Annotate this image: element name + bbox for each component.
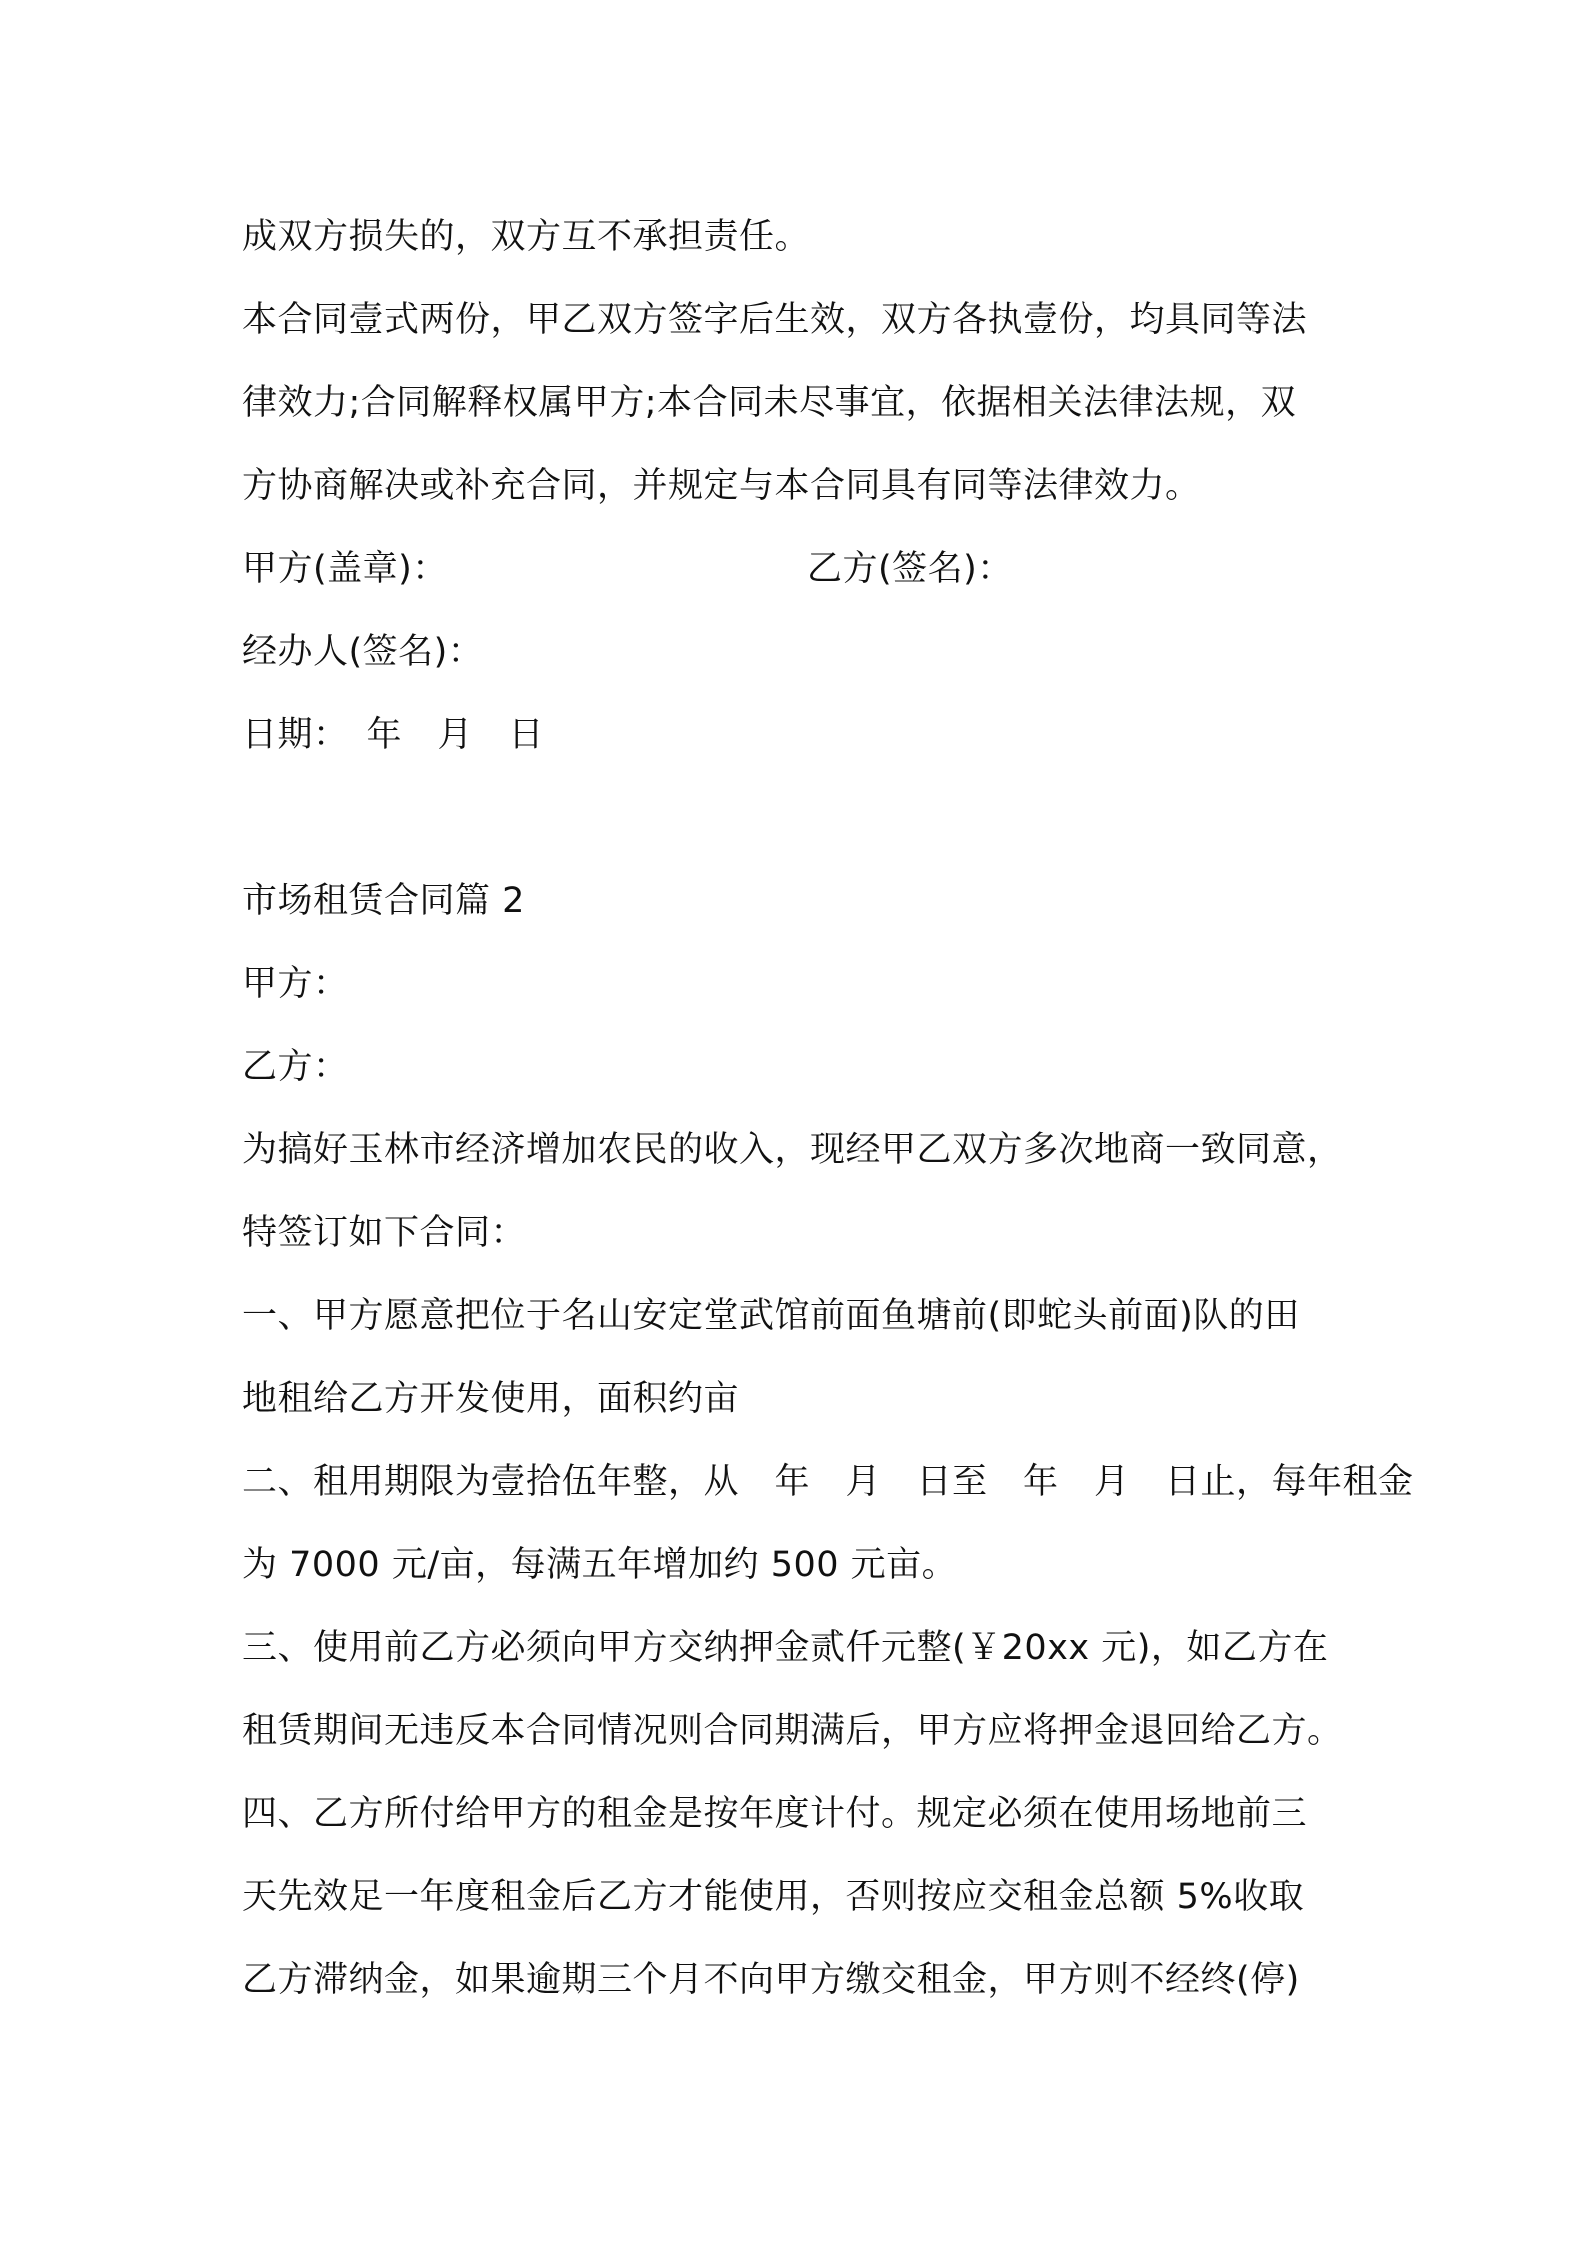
- party-b-label: 乙方：: [242, 1047, 349, 1087]
- section-title: 市场租赁合同篇 2: [242, 881, 525, 921]
- signature-row: [242, 528, 1392, 611]
- paragraph-line: 为搞好玉林市经济增加农民的收入，现经甲乙双方多次地商一致同意，: [242, 1130, 1343, 1170]
- section-gap: [242, 777, 1392, 860]
- paragraph-line: 四、乙方所付给甲方的租金是按年度计付。规定必须在使用场地前三: [242, 1794, 1308, 1834]
- paragraph-line: 律效力;合同解释权属甲方;本合同未尽事宜，依据相关法律法规，双: [242, 383, 1297, 423]
- paragraph-line: 为 7000 元/亩，每满五年增加约 500 元亩。: [242, 1545, 958, 1585]
- party-a-seal-label: 甲方(盖章)：: [242, 549, 448, 589]
- paragraph-line: 方协商解决或补充合同，并规定与本合同具有同等法律效力。: [242, 466, 1201, 506]
- paragraph-line: 三、使用前乙方必须向甲方交纳押金贰仟元整(￥20xx 元)，如乙方在: [242, 1628, 1329, 1668]
- paragraph-line: 本合同壹式两份，甲乙双方签字后生效，双方各执壹份，均具同等法: [242, 300, 1308, 340]
- paragraph-line: 特签订如下合同：: [242, 1213, 527, 1253]
- paragraph-line: 租赁期间无违反本合同情况则合同期满后，甲方应将押金退回给乙方。: [242, 1711, 1343, 1751]
- document-body: [242, 196, 1414, 2022]
- paragraph-line: 地租给乙方开发使用，面积约亩: [242, 1379, 740, 1419]
- paragraph-line: 二、租用期限为壹拾伍年整，从 年 月 日至 年 月 日止，每年租金: [242, 1462, 1414, 1502]
- paragraph-line: 天先效足一年度租金后乙方才能使用，否则按应交租金总额 5%收取: [242, 1877, 1305, 1917]
- date-label: 日期： 年 月 日: [242, 715, 545, 755]
- paragraph-line: 一、甲方愿意把位于名山安定堂武馆前面鱼塘前(即蛇头前面)队的田: [242, 1296, 1300, 1336]
- party-b-sign-label: 乙方(签名)：: [807, 549, 1013, 589]
- party-a-label: 甲方：: [242, 964, 349, 1004]
- paragraph-line: 成双方损失的，双方互不承担责任。: [242, 217, 811, 257]
- agent-sign-label: 经办人(签名)：: [242, 632, 484, 672]
- paragraph-line: 乙方滞纳金，如果逾期三个月不向甲方缴交租金，甲方则不经终(停): [242, 1960, 1300, 2000]
